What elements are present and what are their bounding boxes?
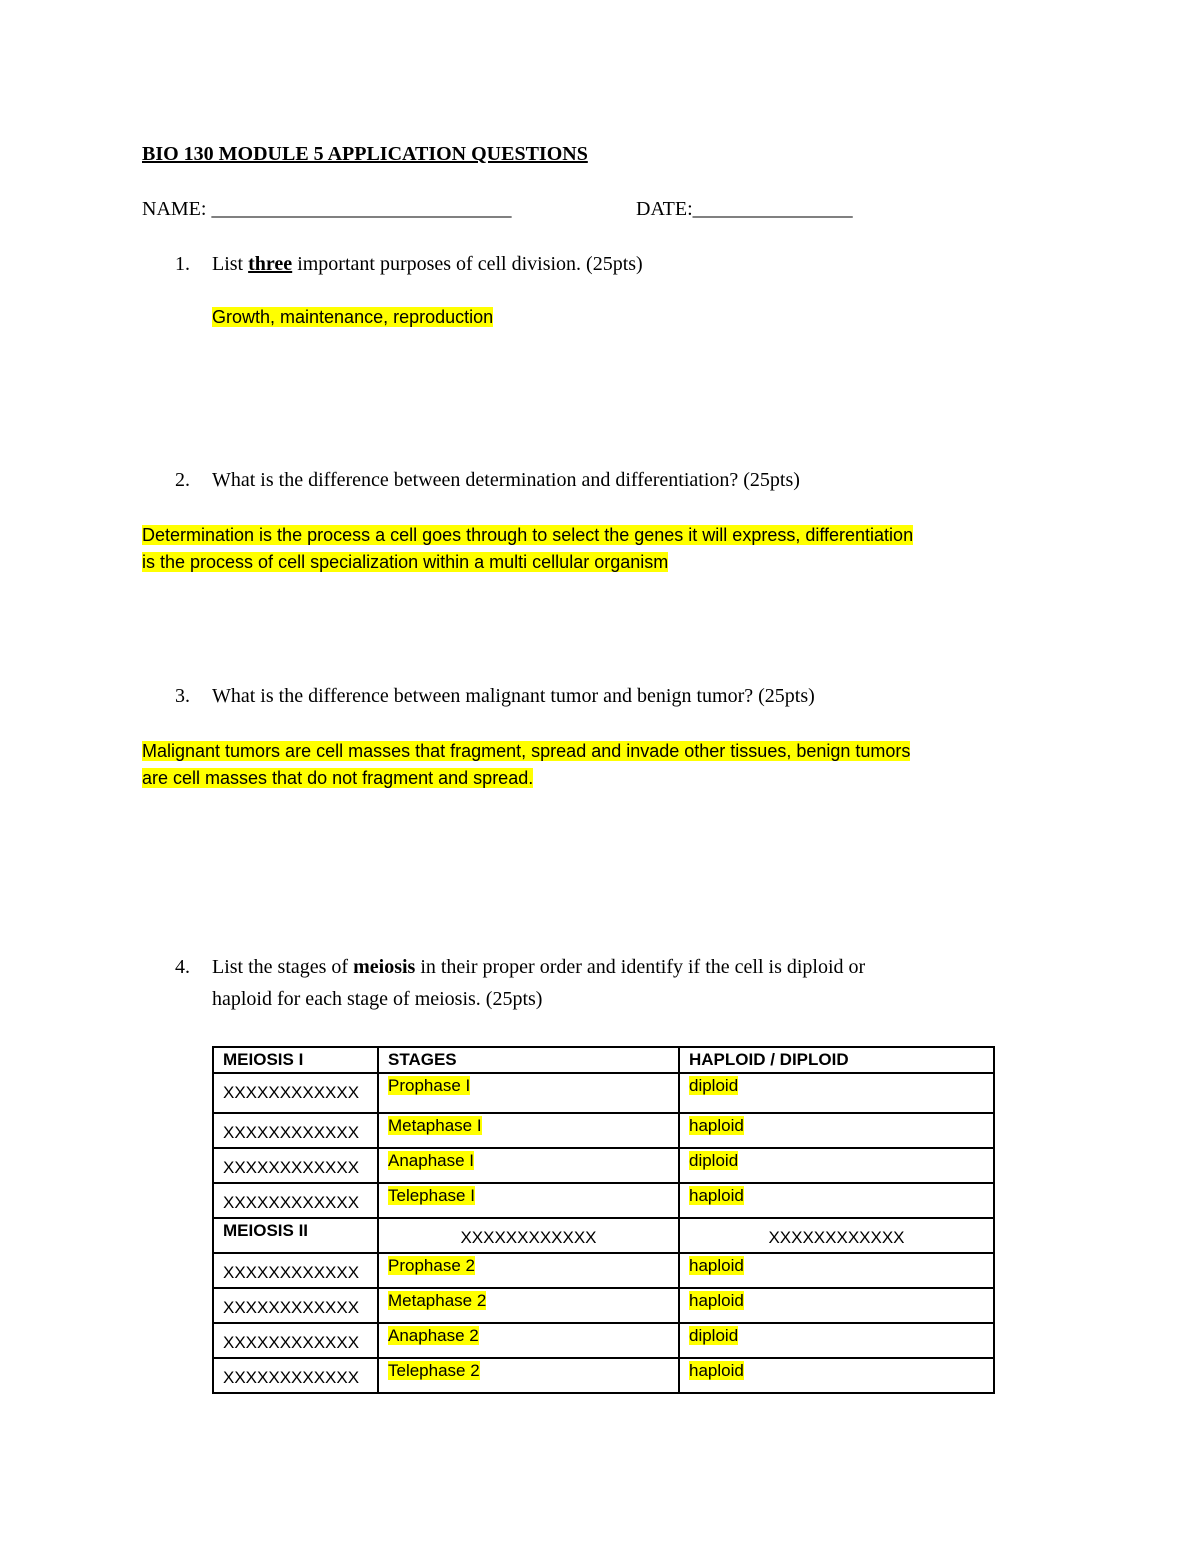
meiosis-table	[212, 1046, 995, 1394]
row-placeholder: XXXXXXXXXXXX	[213, 1323, 378, 1358]
table-row	[213, 1148, 994, 1183]
row-placeholder: XXXXXXXXXXXX	[213, 1183, 378, 1218]
question-number: 3.	[175, 685, 190, 707]
stage-cell: Prophase 2	[378, 1253, 679, 1288]
question-text: List three important purposes of cell division. (25pts)	[212, 253, 643, 275]
row-placeholder: XXXXXXXXXXXX	[213, 1253, 378, 1288]
stage-cell: Metaphase 2	[378, 1288, 679, 1323]
name-field-label: NAME: ______________________________	[142, 198, 512, 220]
row-placeholder: XXXXXXXXXXXX	[378, 1218, 679, 1253]
ploidy-cell: haploid	[679, 1358, 994, 1393]
table-row	[213, 1073, 994, 1113]
stage-cell: Telephase I	[378, 1183, 679, 1218]
question-4	[175, 956, 866, 979]
table-row	[213, 1113, 994, 1148]
page-title: BIO 130 MODULE 5 APPLICATION QUESTIONS	[142, 143, 588, 165]
answer-3: Malignant tumors are cell masses that fragment, spread and invade other tissues, benign tumors are cell masses that do not fragment and spread.	[142, 741, 911, 788]
row-placeholder: XXXXXXXXXXXX	[213, 1148, 378, 1183]
answer-2: Determination is the process a cell goes through to select the genes it will express, differentiation is the process of cell specialization within a multi cellular organism	[142, 525, 914, 572]
question-number: 1.	[175, 253, 190, 275]
answer-1: Growth, maintenance, reproduction	[212, 307, 494, 327]
ploidy-cell: haploid	[679, 1288, 994, 1323]
ploidy-cell: haploid	[679, 1253, 994, 1288]
stage-cell: Metaphase I	[378, 1113, 679, 1148]
header-meiosis-ii: MEIOSIS II	[213, 1218, 378, 1253]
date-field-label: DATE:________________	[636, 198, 853, 220]
row-placeholder: XXXXXXXXXXXX	[213, 1358, 378, 1393]
table-row	[213, 1183, 994, 1218]
table-header-row	[213, 1047, 994, 1073]
stage-cell: Anaphase 2	[378, 1323, 679, 1358]
ploidy-cell: diploid	[679, 1073, 994, 1113]
stage-cell: Anaphase I	[378, 1148, 679, 1183]
row-placeholder: XXXXXXXXXXXX	[213, 1288, 378, 1323]
question-number: 2.	[175, 469, 190, 491]
stage-cell: Telephase 2	[378, 1358, 679, 1393]
row-placeholder: XXXXXXXXXXXX	[213, 1073, 378, 1113]
question-text: What is the difference between determination and differentiation? (25pts)	[212, 469, 800, 491]
question-text: List the stages of meiosis in their proper order and identify if the cell is diploid or	[212, 956, 866, 978]
table-row	[213, 1288, 994, 1323]
question-4-line-2: haploid for each stage of meiosis. (25pts)	[212, 988, 543, 1010]
table-row	[213, 1253, 994, 1288]
question-2	[175, 469, 800, 492]
stage-cell: Prophase I	[378, 1073, 679, 1113]
question-3	[175, 685, 815, 708]
ploidy-cell: diploid	[679, 1148, 994, 1183]
ploidy-cell: haploid	[679, 1113, 994, 1148]
header-meiosis-i: MEIOSIS I	[213, 1047, 378, 1073]
ploidy-cell: haploid	[679, 1183, 994, 1218]
question-1	[175, 253, 643, 276]
question-number: 4.	[175, 956, 190, 978]
row-placeholder: XXXXXXXXXXXX	[213, 1113, 378, 1148]
header-haploid-diploid: HAPLOID / DIPLOID	[679, 1047, 994, 1073]
table-row	[213, 1323, 994, 1358]
question-text: What is the difference between malignant tumor and benign tumor? (25pts)	[212, 685, 815, 707]
header-stages: STAGES	[378, 1047, 679, 1073]
row-placeholder: XXXXXXXXXXXX	[679, 1218, 994, 1253]
table-row	[213, 1358, 994, 1393]
meiosis-ii-header-row	[213, 1218, 994, 1253]
ploidy-cell: diploid	[679, 1323, 994, 1358]
